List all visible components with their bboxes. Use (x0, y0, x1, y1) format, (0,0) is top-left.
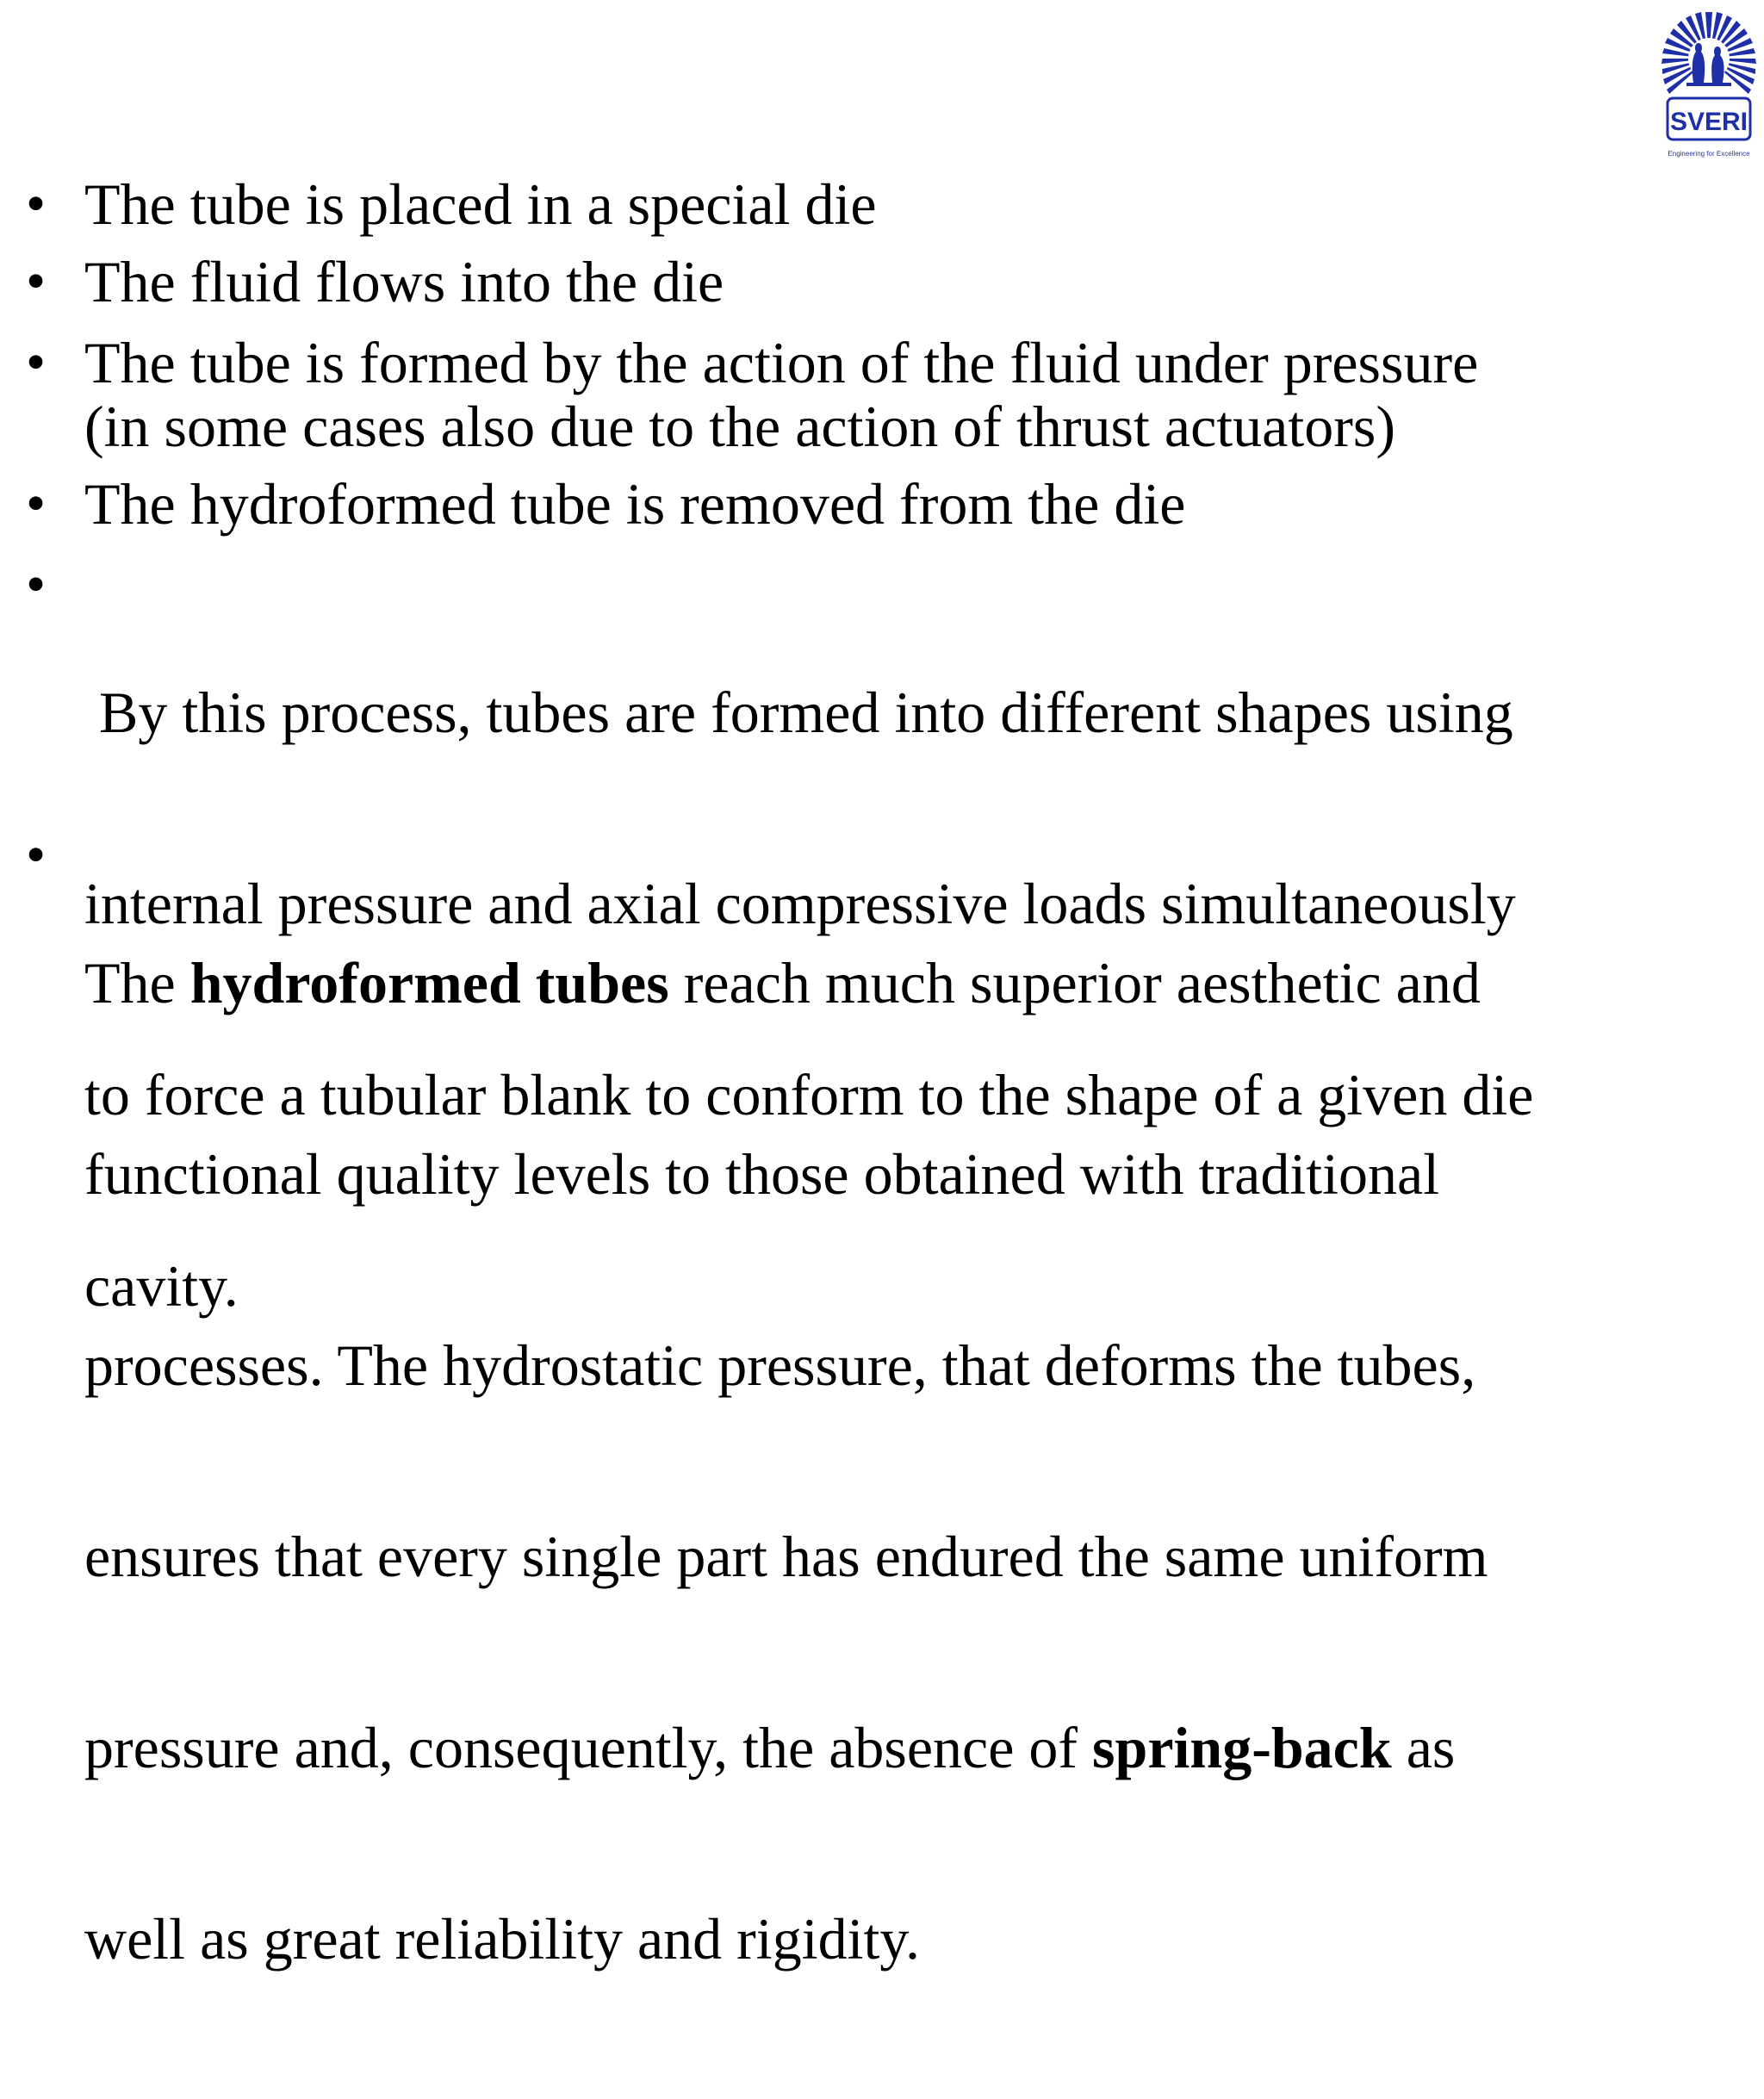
bold-term-spring-back: spring-back (1092, 1715, 1392, 1780)
text-run: as (1391, 1715, 1456, 1780)
bullet-icon: • (26, 472, 47, 535)
bullet-line: to force a tubular blank to conform to the shape of a given die (84, 1062, 1534, 1127)
bullet-line: The hydroformed tube is removed from the die (84, 471, 1186, 537)
bullet-icon: • (26, 823, 47, 886)
text-run: reach much superior aesthetic and (668, 950, 1481, 1015)
bullet-line: By this process, tubes are formed into different shapes using (84, 680, 1513, 745)
text-run: The (84, 950, 190, 1015)
bullet-text (84, 331, 1747, 458)
bullet-line: The tube is formed by the action of the fluid under pressure (84, 330, 1479, 395)
bullet-line: well as great reliability and rigidity. (84, 1906, 920, 1972)
bullet-line: ensures that every single part has endured the same uniform (84, 1524, 1488, 1589)
bullet-line: The fluid flows into the die (84, 249, 724, 314)
bullet-line: cavity. (84, 1253, 239, 1319)
bullet-text (84, 172, 1747, 236)
bullet-line: processes. The hydrostatic pressure, that deforms the tubes, (84, 1332, 1476, 1398)
bullet-text (84, 823, 1747, 2098)
bullet-icon: • (26, 331, 47, 394)
bullet-line: internal pressure and axial compressive loads simultaneously (84, 871, 1516, 936)
logo-wordmark: SVERI (1669, 108, 1748, 136)
bullet-icon: • (26, 250, 47, 313)
bold-term-hydroformed-tubes: hydroformed tubes (189, 950, 669, 1015)
bullet-line: functional quality levels to those obtained with traditional (84, 1141, 1440, 1207)
sveri-emblem-icon (1661, 9, 1757, 150)
bullet-line (84, 951, 1747, 1015)
bullet-line (84, 1716, 1747, 1779)
logo-tagline: Engineering for Excellence (1668, 150, 1750, 158)
bullet-line: (in some cases also due to the action of thrust actuators) (84, 394, 1395, 459)
bullet-icon: • (26, 553, 47, 616)
bullet-icon: • (26, 172, 47, 235)
bullet-text (84, 472, 1747, 536)
bullet-text (84, 250, 1747, 314)
sveri-logo (1661, 9, 1757, 167)
text-run: pressure and, consequently, the absence of (84, 1715, 1093, 1780)
bullet-line: The tube is placed in a special die (84, 171, 877, 237)
